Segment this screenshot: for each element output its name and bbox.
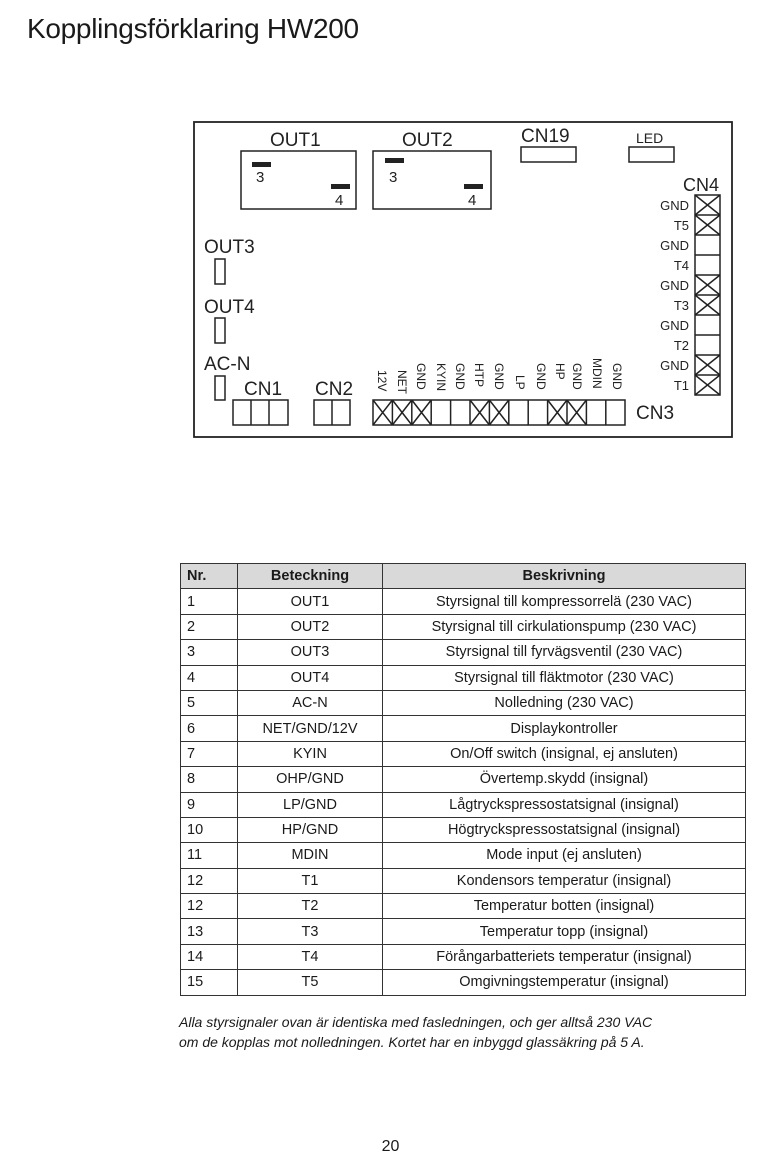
cell-beteckning: T5 [238,970,383,995]
acn-terminal [215,376,225,400]
cn19-label: CN19 [521,126,570,147]
out2-pin4-label: 4 [468,192,477,209]
cell-beskrivning: Nolledning (230 VAC) [383,690,746,715]
cell-nr: 1 [181,589,238,614]
cell-nr: 12 [181,894,238,919]
cn4-pin-label: GND [660,278,689,293]
cn1-connector [233,400,288,425]
cell-beskrivning: Styrsignal till cirkulationspump (230 VAC) [383,614,746,639]
cell-beskrivning: Styrsignal till fyrvägsventil (230 VAC) [383,640,746,665]
cn3-pin-label: GND [492,363,506,390]
table-row [181,589,746,614]
cell-beskrivning: Högtryckspressostatsignal (insignal) [383,817,746,842]
cn3-pin-label: GND [414,363,428,390]
cell-beteckning: T1 [238,868,383,893]
cn3-pin-label: GND [610,363,624,390]
cell-nr: 15 [181,970,238,995]
cell-beskrivning: Mode input (ej ansluten) [383,843,746,868]
cell-nr: 5 [181,690,238,715]
cell-nr: 8 [181,767,238,792]
cn3-pin-label: GND [570,363,584,390]
cn3-pin-label: NET [395,370,409,394]
out3-label: OUT3 [204,237,255,258]
table-row [181,919,746,944]
cn3-pin-label: GND [453,363,467,390]
cell-beteckning: HP/GND [238,817,383,842]
table-header-row [181,564,746,589]
cell-beskrivning: Lågtryckspressostatsignal (insignal) [383,792,746,817]
cell-beteckning: OUT2 [238,614,383,639]
cell-beteckning: OUT1 [238,589,383,614]
cell-beteckning: NET/GND/12V [238,716,383,741]
cn2-connector [314,400,350,425]
page-number: 20 [381,1138,400,1155]
table-row [181,665,746,690]
out1-pin3-label: 3 [256,169,265,186]
out1-label: OUT1 [270,130,321,151]
cn4-pin-label: GND [660,318,689,333]
cn3-pin-label: 12V [375,370,389,392]
cell-beteckning: OUT3 [238,640,383,665]
cell-beteckning: AC-N [238,690,383,715]
cell-nr: 13 [181,919,238,944]
table-row [181,944,746,969]
cell-nr: 10 [181,817,238,842]
cell-beskrivning: Förångarbatteriets temperatur (insignal) [383,944,746,969]
cell-beteckning: LP/GND [238,792,383,817]
table-row [181,817,746,842]
header-beskrivning: Beskrivning [383,564,746,589]
footnote [179,1012,739,1052]
cell-beskrivning: Temperatur topp (insignal) [383,919,746,944]
cell-beskrivning: Temperatur botten (insignal) [383,894,746,919]
cell-nr: 7 [181,741,238,766]
cn4-pin-label: T1 [673,378,689,393]
cell-beteckning: T3 [238,919,383,944]
connection-table [180,563,746,996]
cn3-connector [373,400,625,425]
cn3-pin-label: HP [553,363,567,380]
cn4-pin-label: T5 [673,218,689,233]
cell-beteckning: T2 [238,894,383,919]
table-row [181,970,746,995]
table-row [181,741,746,766]
cell-beskrivning: Styrsignal till kompressorrelä (230 VAC) [383,589,746,614]
out3-terminal [215,259,225,284]
cn3-pin-label: GND [534,363,548,390]
cell-beskrivning: Övertemp.skydd (insignal) [383,767,746,792]
led-indicator [629,147,674,162]
cell-beteckning: KYIN [238,741,383,766]
cn4-pin-label: T3 [673,298,689,313]
table-row [181,894,746,919]
cell-nr: 2 [181,614,238,639]
cn3-pin-label: HTP [472,363,486,387]
cell-nr: 6 [181,716,238,741]
table-row [181,640,746,665]
led-label: LED [636,130,664,146]
cell-nr: 11 [181,843,238,868]
out1-pin4-label: 4 [335,192,344,209]
cell-nr: 9 [181,792,238,817]
cell-beskrivning: On/Off switch (insignal, ej ansluten) [383,741,746,766]
cell-beteckning: OUT4 [238,665,383,690]
cn4-connector [695,195,720,395]
wiring-diagram [0,0,781,560]
cn4-label: CN4 [683,175,720,195]
cn3-pin-label: KYIN [434,363,448,392]
out4-terminal [215,318,225,343]
cell-nr: 3 [181,640,238,665]
table-row [181,843,746,868]
cn4-pin-label: GND [660,358,689,373]
cn4-pin-label: T4 [673,258,689,273]
cell-beskrivning: Omgivningstemperatur (insignal) [383,970,746,995]
cell-beskrivning: Kondensors temperatur (insignal) [383,868,746,893]
cell-beteckning: MDIN [238,843,383,868]
cell-nr: 4 [181,665,238,690]
cell-beteckning: OHP/GND [238,767,383,792]
cn2-label: CN2 [315,379,354,400]
header-beteckning: Beteckning [238,564,383,589]
out2-pin3-label: 3 [389,169,398,186]
cn4-pin-label: T2 [673,338,689,353]
out4-label: OUT4 [204,297,255,318]
table-row [181,868,746,893]
table-row [181,716,746,741]
page-title: Kopplingsförklaring HW200 [27,13,359,44]
table-row [181,690,746,715]
acn-label: AC-N [204,354,251,375]
header-nr: Nr. [181,564,238,589]
cn1-label: CN1 [244,379,283,400]
cell-beteckning: T4 [238,944,383,969]
cn4-pin-label: GND [660,238,689,253]
cell-beskrivning: Styrsignal till fläktmotor (230 VAC) [383,665,746,690]
cell-nr: 12 [181,868,238,893]
footnote-line: Alla styrsignaler ovan är identiska med fasledningen, och ger alltså 230 VAC [179,1014,653,1030]
footnote-line: om de kopplas mot nolledningen. Kortet har en inbyggd glassäkring på 5 A. [179,1034,645,1050]
out2-label: OUT2 [402,130,453,151]
cn3-pin-label: LP [513,375,527,390]
table-row [181,767,746,792]
table-row [181,614,746,639]
table-row [181,792,746,817]
cn3-pin-label: MDIN [590,358,604,389]
cn4-pin-label: GND [660,198,689,213]
cell-nr: 14 [181,944,238,969]
cn19-connector [521,147,576,162]
cell-beskrivning: Displaykontroller [383,716,746,741]
cn3-label: CN3 [636,403,675,424]
